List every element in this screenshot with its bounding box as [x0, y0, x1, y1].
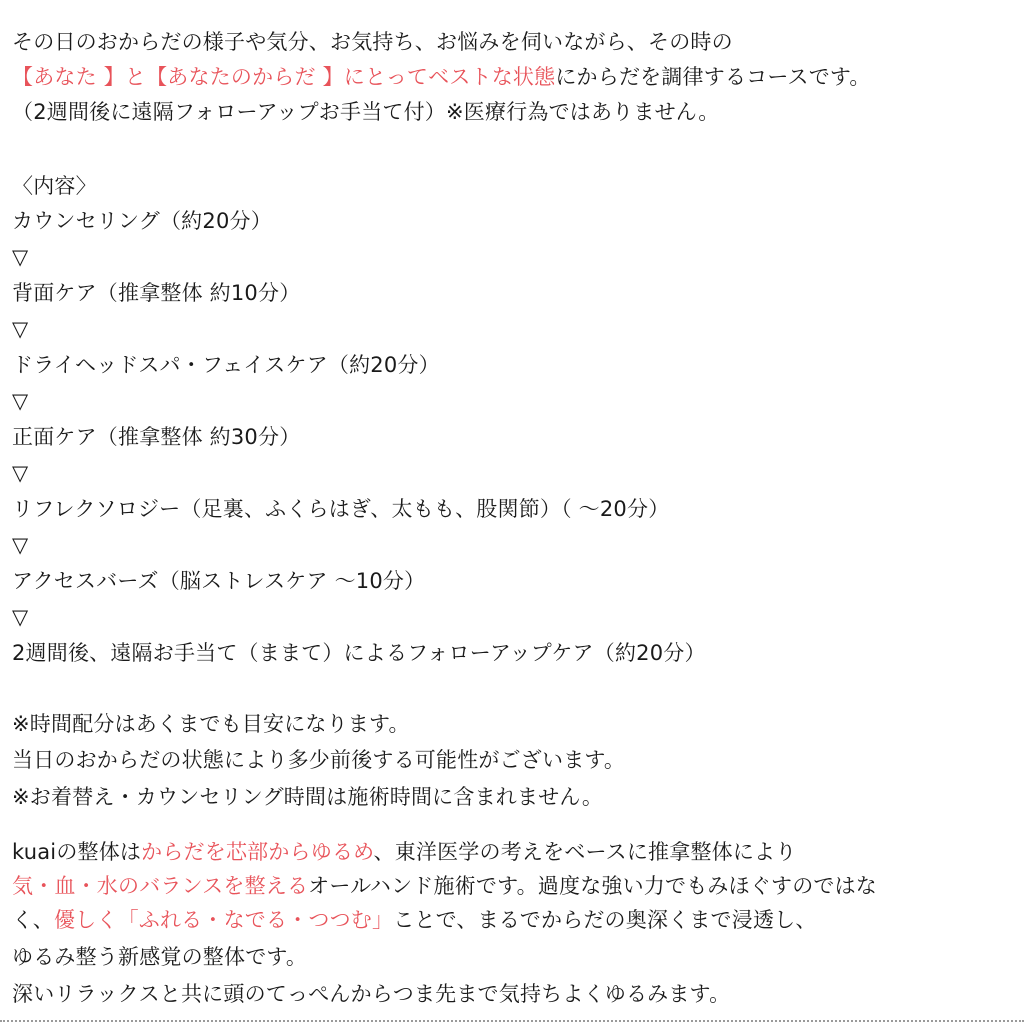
note-line-3: ※お着替え・カウンセリング時間は施術時間に含まれません。	[12, 785, 604, 809]
step-arrow: ▽	[12, 317, 29, 341]
about-highlight: からだを芯部からゆるめ	[141, 840, 374, 864]
step-arrow: ▽	[12, 533, 29, 557]
dotted-divider	[0, 1020, 1024, 1022]
about-line-5: 深いリラックスと共に頭のてっぺんからつま先まで気持ちよくゆるみます。	[12, 982, 731, 1006]
step-counseling: カウンセリング（約20分）	[12, 209, 272, 233]
step-arrow: ▽	[12, 389, 29, 413]
note-line-1: ※時間配分はあくまでも目安になります。	[12, 712, 410, 736]
step-arrow: ▽	[12, 461, 29, 485]
intro-line-2	[12, 67, 871, 88]
step-arrow: ▽	[12, 605, 29, 629]
step-head-spa: ドライヘッドスパ・フェイスケア（約20分）	[12, 353, 440, 377]
about-line-1	[12, 842, 796, 863]
about-text: く、	[12, 908, 54, 932]
intro-line-3: （2週間後に遠隔フォローアップお手当て付）※医療行為ではありません。	[12, 100, 720, 124]
about-line-3	[12, 910, 817, 931]
step-front-care: 正面ケア（推拿整体 約30分）	[12, 425, 301, 449]
about-text: kuaiの整体は	[12, 840, 142, 864]
about-highlight: 優しく「ふれる・なでる・つつむ」	[53, 908, 394, 932]
intro-highlight: 【あなた 】と【あなたのからだ 】にとってベストな状態	[12, 65, 556, 89]
about-line-4: ゆるみ整う新感覚の整体です。	[12, 945, 308, 969]
about-text: ことで、まるでからだの奥深くまで浸透し、	[393, 908, 817, 932]
step-back-care: 背面ケア（推拿整体 約10分）	[12, 281, 301, 305]
about-highlight: 気・血・水のバランスを整える	[12, 874, 309, 898]
step-arrow: ▽	[12, 245, 29, 269]
step-access-bars: アクセスバーズ（脳ストレスケア ～10分）	[12, 569, 426, 593]
contents-heading: 〈内容〉	[12, 174, 97, 198]
about-text: 、東洋医学の考えをベースに推拿整体により	[373, 840, 797, 864]
intro-line-2-rest: にからだを調律するコースです。	[555, 65, 871, 89]
intro-line-1: その日のおからだの様子や気分、お気持ち、お悩みを伺いながら、その時の	[12, 30, 733, 54]
step-reflexology: リフレクソロジー（足裏、ふくらはぎ、太もも、股関節）（ ～20分）	[12, 497, 670, 521]
about-line-2	[12, 876, 877, 897]
step-followup: 2週間後、遠隔お手当て（ままて）によるフォローアップケア（約20分）	[12, 641, 706, 665]
note-line-2: 当日のおからだの状態により多少前後する可能性がございます。	[12, 748, 626, 772]
about-text: オールハンド施術です。過度な強い力でもみほぐすのではな	[308, 874, 877, 898]
